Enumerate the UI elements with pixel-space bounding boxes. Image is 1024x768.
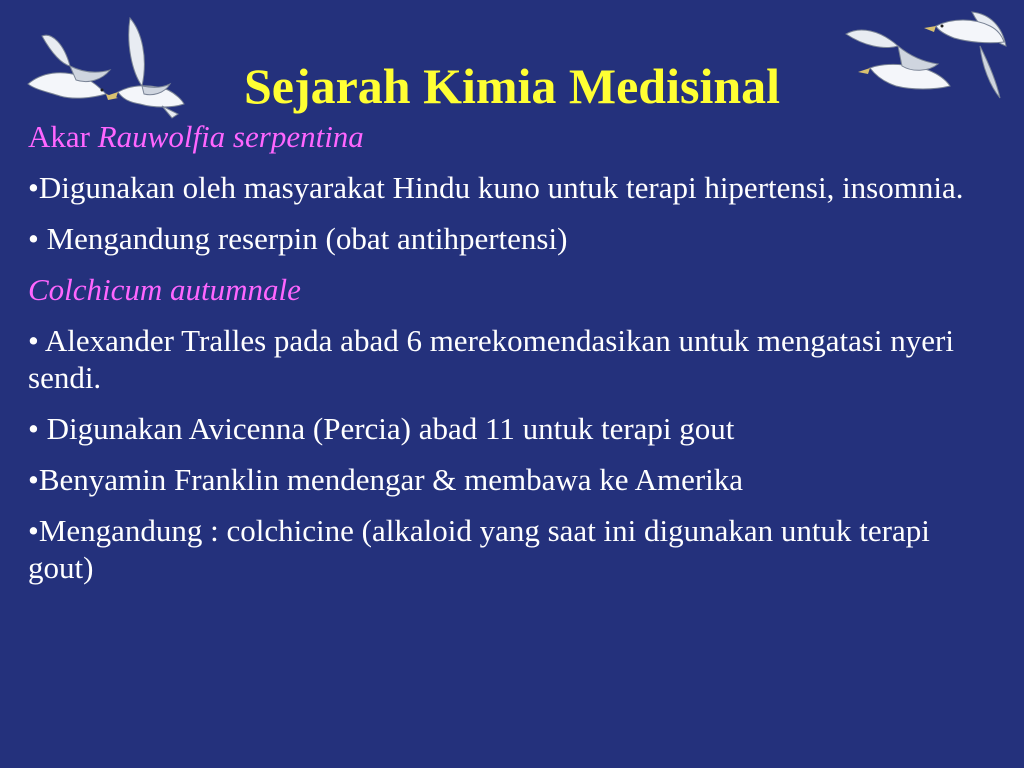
bullet-item: • Mengandung reserpin (obat antihpertensi) <box>28 221 568 256</box>
heading-species-name: Rauwolfia serpentina <box>97 119 364 154</box>
bullet-item: •Mengandung : colchicine (alkaloid yang saat ini digunakan untuk terapi gout) <box>28 513 930 585</box>
bullet-item: • Alexander Tralles pada abad 6 merekomendasikan untuk mengatasi nyeri sendi. <box>28 323 954 395</box>
bullet-item: • Digunakan Avicenna (Percia) abad 11 untuk terapi gout <box>28 411 735 446</box>
flying-gulls-icon <box>840 6 1010 106</box>
heading-prefix: Akar <box>28 119 98 154</box>
slide-title: Sejarah Kimia Medisinal <box>243 57 781 114</box>
heading-species-name: Colchicum autumnale <box>28 272 301 307</box>
section-heading-rauwolfia <box>28 118 988 155</box>
slide-body <box>28 118 988 600</box>
section-heading-colchicum <box>28 271 988 308</box>
gull-right-1 <box>846 30 950 89</box>
bullet-item: •Digunakan oleh masyarakat Hindu kuno untuk terapi hipertensi, insomnia. <box>28 170 964 205</box>
bullet-item: •Benyamin Franklin mendengar & membawa ke Amerika <box>28 462 744 497</box>
